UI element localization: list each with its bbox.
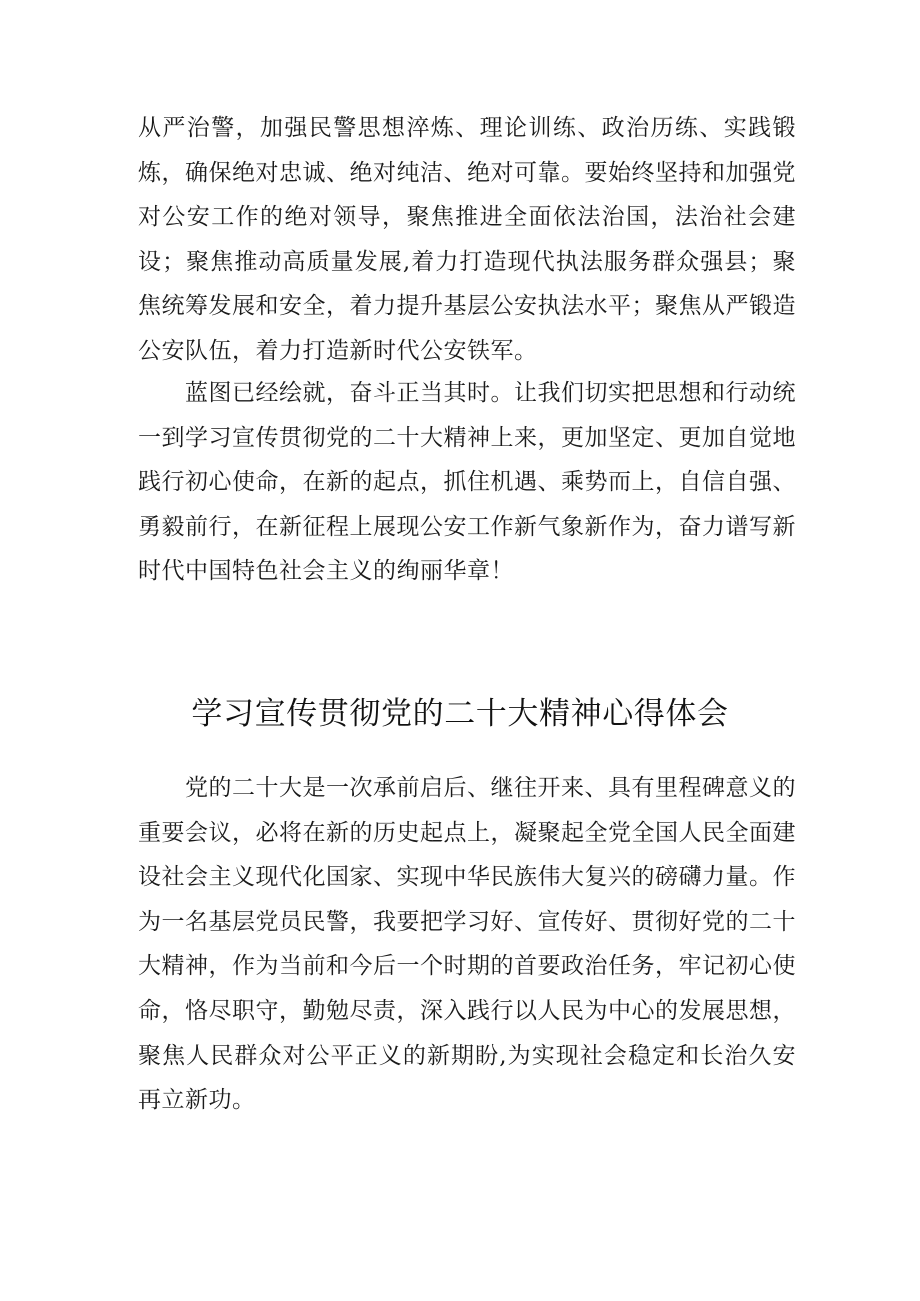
paragraph-continued-block — [138, 106, 796, 374]
paragraph-section-intro-block — [138, 766, 796, 1123]
paragraph-section-intro: 党的二十大是一次承前启后、继往开来、具有里程碑意义的重要会议，必将在新的历史起点上，凝聚起全党全国人民全面建设社会主义现代化国家、实现中华民族伟大复兴的磅礴力量。作为一名基层党员民警，我要把学习好、宣传好、贯彻好党的二十大精神，作为当前和今后一个时期的首要政治任务，牢记初心使命，恪尽职守，勤勉尽责，深入践行以人民为中心的发展思想，聚焦人民群众对公平正义的新期盼,为实现社会稳定和长治久安再立新功。 — [138, 775, 796, 1114]
section-title: 学习宣传贯彻党的二十大精神心得体会 — [191, 696, 729, 732]
paragraph-closing-block — [138, 371, 796, 594]
paragraph-continued: 从严治警，加强民警思想淬炼、理论训练、政治历练、实践锻炼，确保绝对忠诚、绝对纯洁、绝对可靠。要始终坚持和加强党对公安工作的绝对领导，聚焦推进全面依法治国，法治社会建设；聚焦推动高质量发展,着力打造现代执法服务群众强县；聚焦统筹发展和安全，着力提升基层公安执法水平；聚焦从严锻造公安队伍，着力打造新时代公安铁军。 — [138, 115, 796, 364]
paragraph-closing: 蓝图已经绘就，奋斗正当其时。让我们切实把思想和行动统一到学习宣传贯彻党的二十大精神上来，更加坚定、更加自觉地践行初心使命，在新的起点，抓住机遇、乘势而上，自信自强、勇毅前行，在新征程上展现公安工作新气象新作为，奋力谱写新时代中国特色社会主义的绚丽华章！ — [138, 380, 796, 585]
